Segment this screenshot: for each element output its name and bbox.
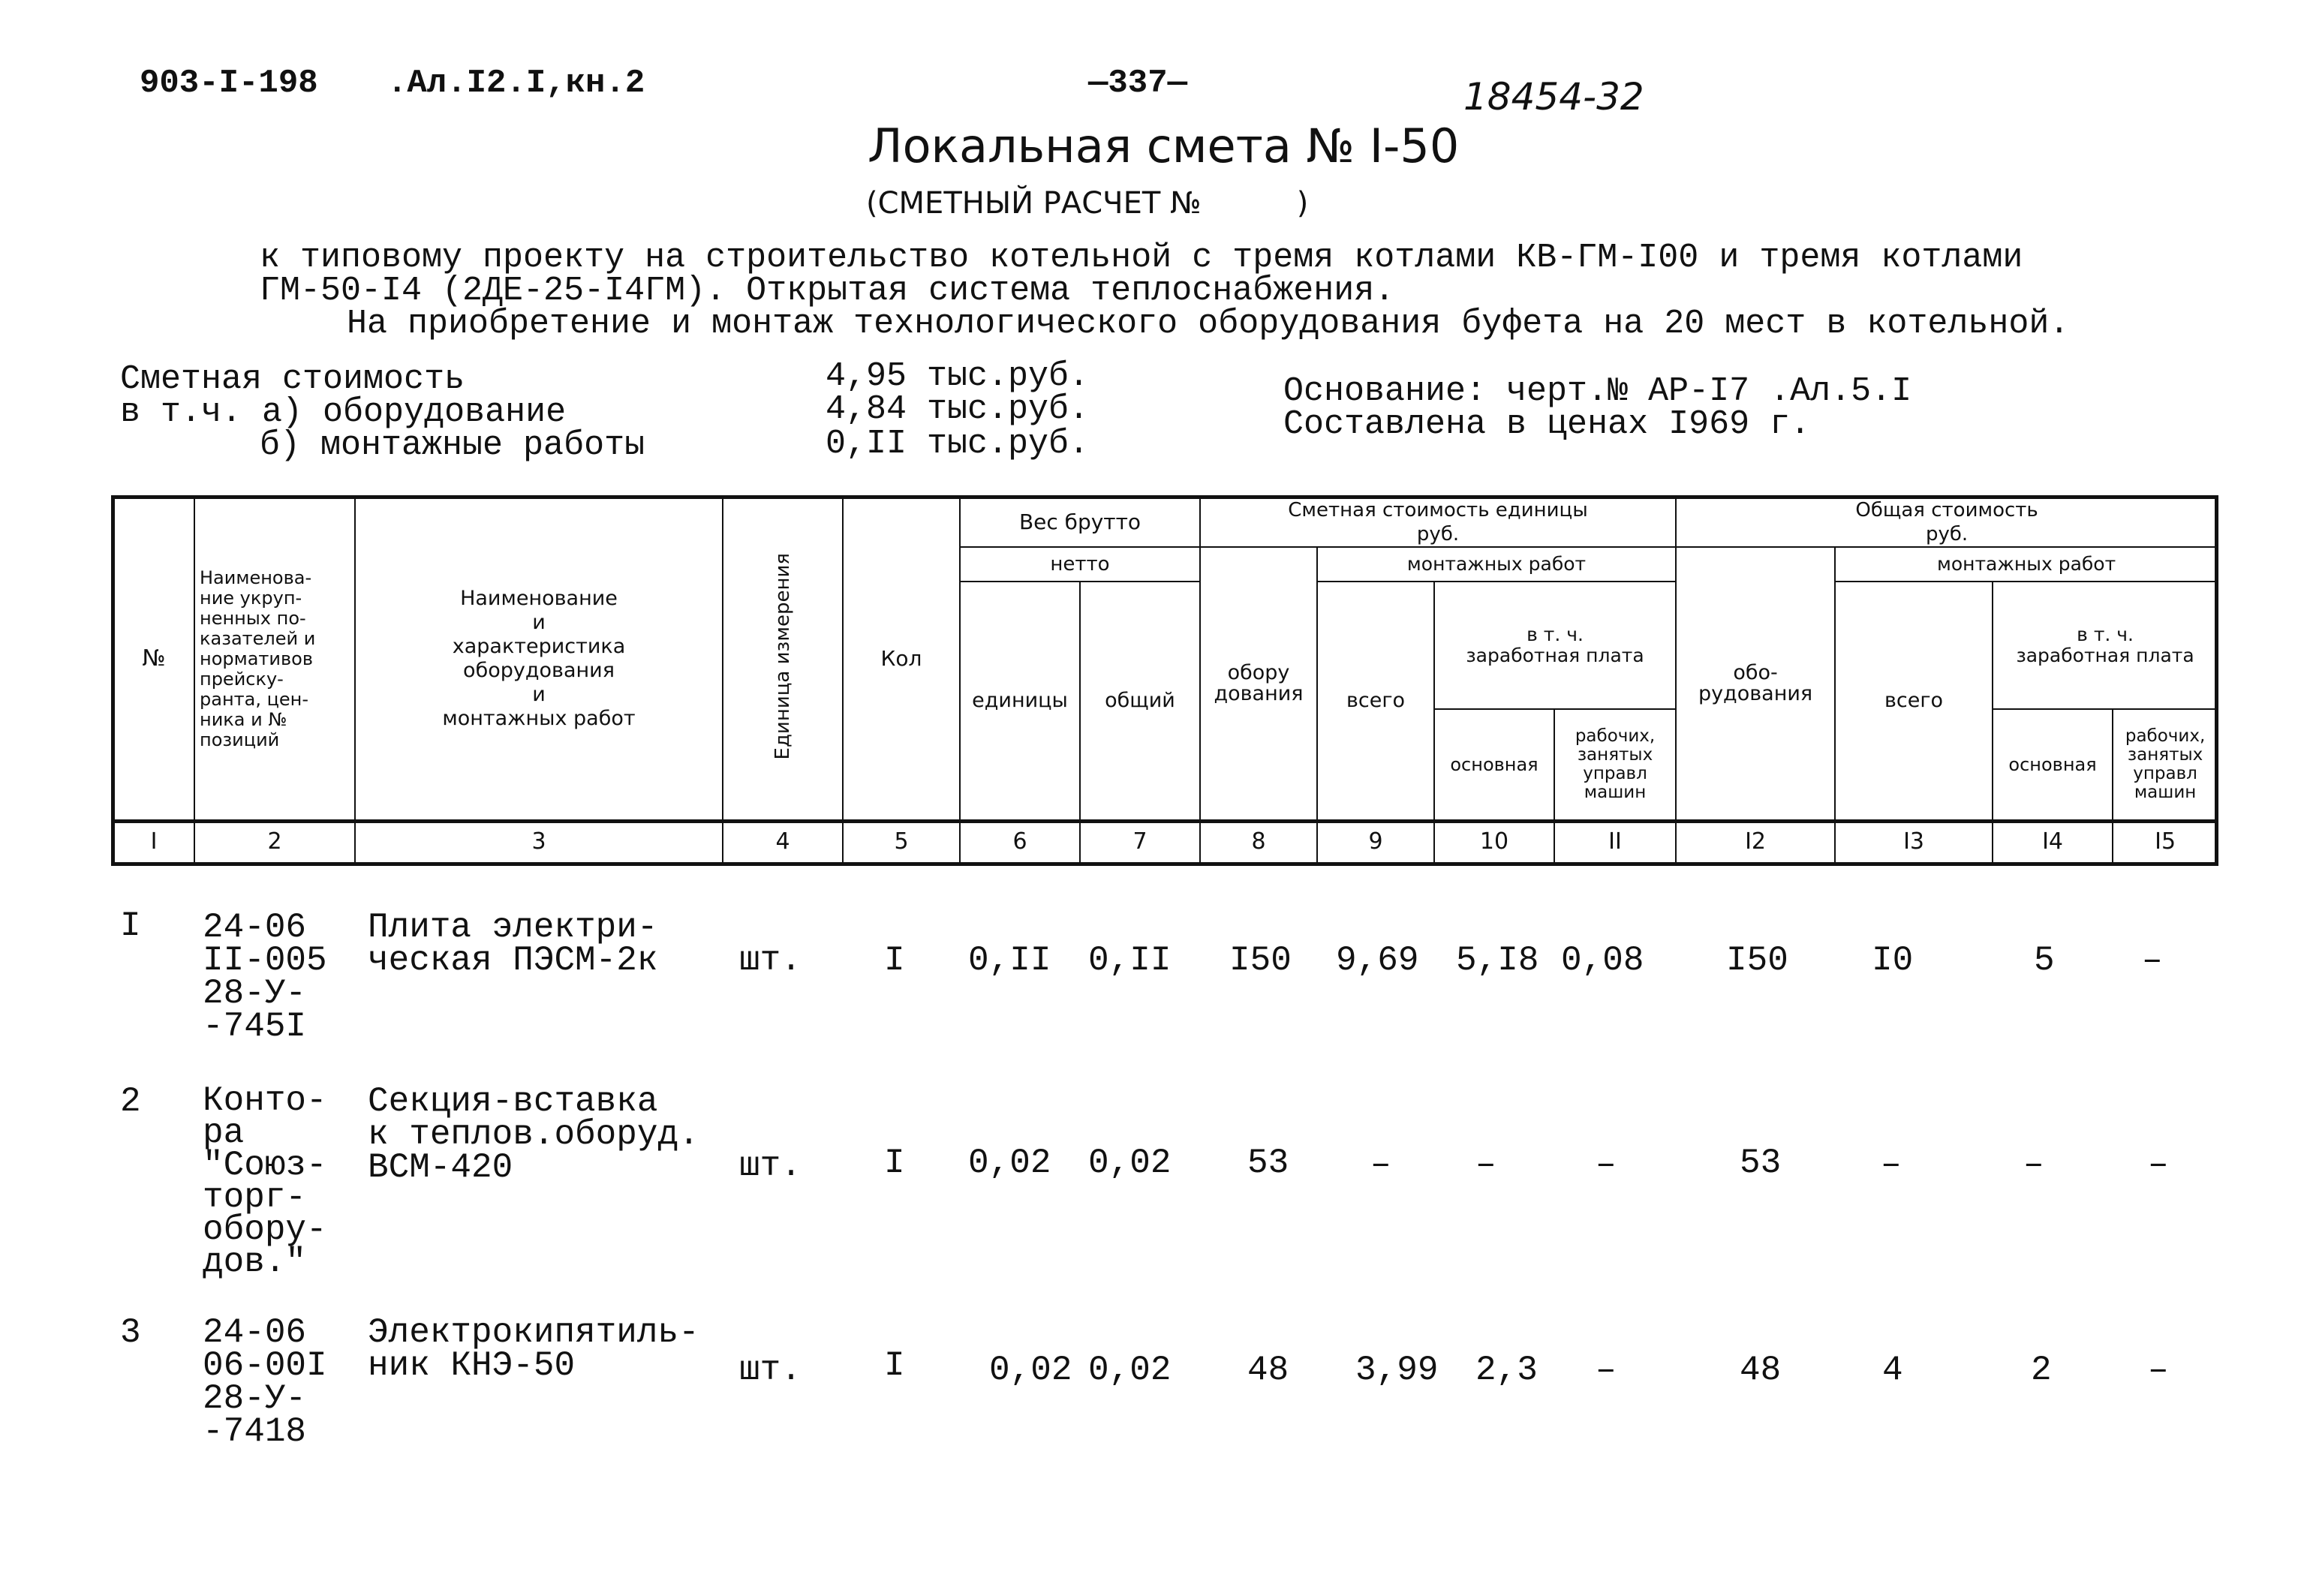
row1-no: I	[120, 906, 141, 945]
weight-gross-header: Вес брутто	[960, 497, 1200, 547]
cost-total-label: Сметная стоимость	[120, 360, 465, 398]
row2-unit: шт.	[739, 1147, 802, 1186]
row3-unit: шт.	[739, 1351, 802, 1390]
row2-name: Секция-вставка к теплов.оборуд. ВСМ-420	[368, 1082, 699, 1187]
col-number: II	[1554, 820, 1676, 864]
col-number: 5	[843, 820, 960, 864]
row2-total-workers: –	[2148, 1145, 2169, 1184]
row3-equipment-total: 48	[1740, 1351, 1782, 1390]
handwritten-number: 18454-32	[1463, 75, 1644, 119]
page-subtitle: (СМЕТНЫЙ РАСЧЕТ № )	[866, 186, 1309, 221]
col-number: I4	[1993, 820, 2113, 864]
basis-drawing: Основание: черт.№ АР-I7 .Ал.5.I	[1283, 372, 1912, 410]
row2-install-basic: –	[1475, 1145, 1496, 1184]
description-line-1: к типовому проекту на строительство котельной с тремя котлами КВ-ГМ-I00 и тремя котлами	[260, 239, 2023, 277]
estimate-header-table	[113, 497, 2218, 864]
row1-weight-total: 0,II	[1088, 941, 1172, 980]
row3-weight-unit: 0,02	[989, 1351, 1072, 1390]
row3-install-all: 3,99	[1355, 1351, 1439, 1390]
col-number: 6	[960, 820, 1080, 864]
basis-prices: Составлена в ценах I969 г.	[1283, 405, 1811, 443]
col-no-header: №	[113, 497, 194, 820]
row3-total-basic: 2	[2031, 1351, 2052, 1390]
row1-total-basic: 5	[2034, 941, 2055, 980]
col-number: I	[113, 820, 194, 864]
description-line-2: ГМ-50-I4 (2ДЕ-25-I4ГМ). Открытая система теплоснабжения.	[260, 272, 1395, 310]
col-number: I2	[1676, 820, 1835, 864]
row1-total-all: I0	[1872, 941, 1914, 980]
album-reference: .Ал.I2.I,кн.2	[387, 65, 645, 102]
unit-basic-wage-header: основная	[1434, 709, 1554, 820]
row2-install-workers: –	[1596, 1145, 1617, 1184]
unit-cost-rub: руб.	[1416, 523, 1460, 546]
unit-install-header: монтажных работ	[1317, 547, 1676, 582]
row3-equipment-unit: 48	[1247, 1351, 1289, 1390]
unit-cost-title: Сметная стоимость единицы	[1288, 499, 1588, 521]
row2-equipment-unit: 53	[1247, 1144, 1289, 1183]
col-unit-header	[723, 497, 843, 820]
cost-total-value: 4,95 тыс.руб.	[826, 357, 1090, 395]
row2-total-basic: –	[2023, 1145, 2044, 1184]
cost-equipment-label: в т.ч. а) оборудование	[120, 393, 567, 431]
total-install-header: монтажных работ	[1835, 547, 2218, 582]
unit-wage-header: в т. ч. заработная плата	[1434, 582, 1676, 709]
unit-header-text: Единица измерения	[772, 553, 794, 760]
row3-install-workers: –	[1596, 1351, 1617, 1390]
weight-total-header: общий	[1080, 582, 1200, 820]
col-number: 10	[1434, 820, 1554, 864]
unit-workers-wage-header: рабочих, занятых управл машин	[1554, 709, 1676, 820]
row3-install-basic: 2,3	[1475, 1351, 1538, 1390]
col-number: 3	[355, 820, 723, 864]
unit-equipment-header: обору дования	[1200, 547, 1317, 820]
row3-no: 3	[120, 1313, 141, 1352]
unit-install-all-header: всего	[1317, 582, 1434, 820]
col-pricing-header: Наименова- ние укруп- ненных по- казателей и нормативов прейску- ранта, цен- ника и № позиций	[194, 497, 355, 820]
row1-install-basic: 5,I8	[1456, 941, 1539, 980]
total-wage-header: в т. ч. заработная плата	[1993, 582, 2218, 709]
description-line-3: На приобретение и монтаж технологического оборудования буфета на 20 мест в котельной.	[347, 305, 2070, 343]
col-number: 2	[194, 820, 355, 864]
row1-qty: I	[884, 941, 905, 980]
total-install-all-header: всего	[1835, 582, 1993, 820]
row2-qty: I	[884, 1144, 905, 1183]
row1-install-all: 9,69	[1336, 941, 1419, 980]
total-cost-title: Общая стоимость	[1855, 499, 2038, 521]
total-basic-wage-header: основная	[1993, 709, 2113, 820]
row3-code: 24-06 06-00I 28-У- -7418	[203, 1313, 327, 1451]
row1-unit: шт.	[739, 941, 802, 980]
page-title: Локальная смета № I-50	[868, 119, 1460, 173]
col-number: I3	[1835, 820, 1993, 864]
total-workers-wage-header: рабочих, занятых управл машин	[2113, 709, 2218, 820]
column-number-divider	[111, 819, 2218, 823]
row2-code: Конто- ра "Союз- торг- обору- дов."	[203, 1081, 327, 1282]
row3-total-workers: –	[2148, 1351, 2169, 1390]
col-number: I5	[2113, 820, 2218, 864]
cost-install-label: б) монтажные работы	[260, 426, 645, 464]
total-cost-rub: руб.	[1925, 523, 1969, 546]
row2-weight-total: 0,02	[1088, 1144, 1172, 1183]
row1-name: Плита электри- ческая ПЭСМ-2к	[368, 908, 658, 980]
col-qty-header: Кол	[843, 497, 960, 820]
row1-total-workers: –	[2142, 941, 2163, 980]
unit-cost-header	[1200, 497, 1676, 547]
cost-equipment-value: 4,84 тыс.руб.	[826, 390, 1090, 428]
col-name-header: Наименование и характеристика оборудования и монтажных работ	[355, 497, 723, 820]
weight-unit-header: единицы	[960, 582, 1080, 820]
row2-equipment-total: 53	[1740, 1144, 1782, 1183]
row3-total-all: 4	[1882, 1351, 1903, 1390]
document-code: 903-I-198	[140, 65, 318, 102]
row1-equipment-total: I50	[1726, 941, 1788, 980]
row1-equipment-unit: I50	[1229, 941, 1292, 980]
row2-total-all: –	[1881, 1145, 1902, 1184]
row3-qty: I	[884, 1346, 905, 1385]
weight-net-header: нетто	[960, 547, 1200, 582]
row2-weight-unit: 0,02	[968, 1144, 1051, 1183]
col-number: 9	[1317, 820, 1434, 864]
col-number: 4	[723, 820, 843, 864]
row3-name: Электрокипятиль- ник КНЭ-50	[368, 1313, 699, 1385]
row2-no: 2	[120, 1082, 141, 1121]
row1-code: 24-06 II-005 28-У- -745I	[203, 908, 327, 1046]
page-number: —337—	[1088, 65, 1188, 102]
row1-weight-unit: 0,II	[968, 941, 1051, 980]
total-cost-header	[1676, 497, 2218, 547]
col-number: 7	[1080, 820, 1200, 864]
row2-install-all: –	[1370, 1145, 1391, 1184]
cost-install-value: 0,II тыс.руб.	[826, 425, 1090, 463]
total-equipment-header: обо- рудования	[1676, 547, 1835, 820]
row1-install-workers: 0,08	[1561, 941, 1644, 980]
row3-weight-total: 0,02	[1088, 1351, 1172, 1390]
col-number: 8	[1200, 820, 1317, 864]
